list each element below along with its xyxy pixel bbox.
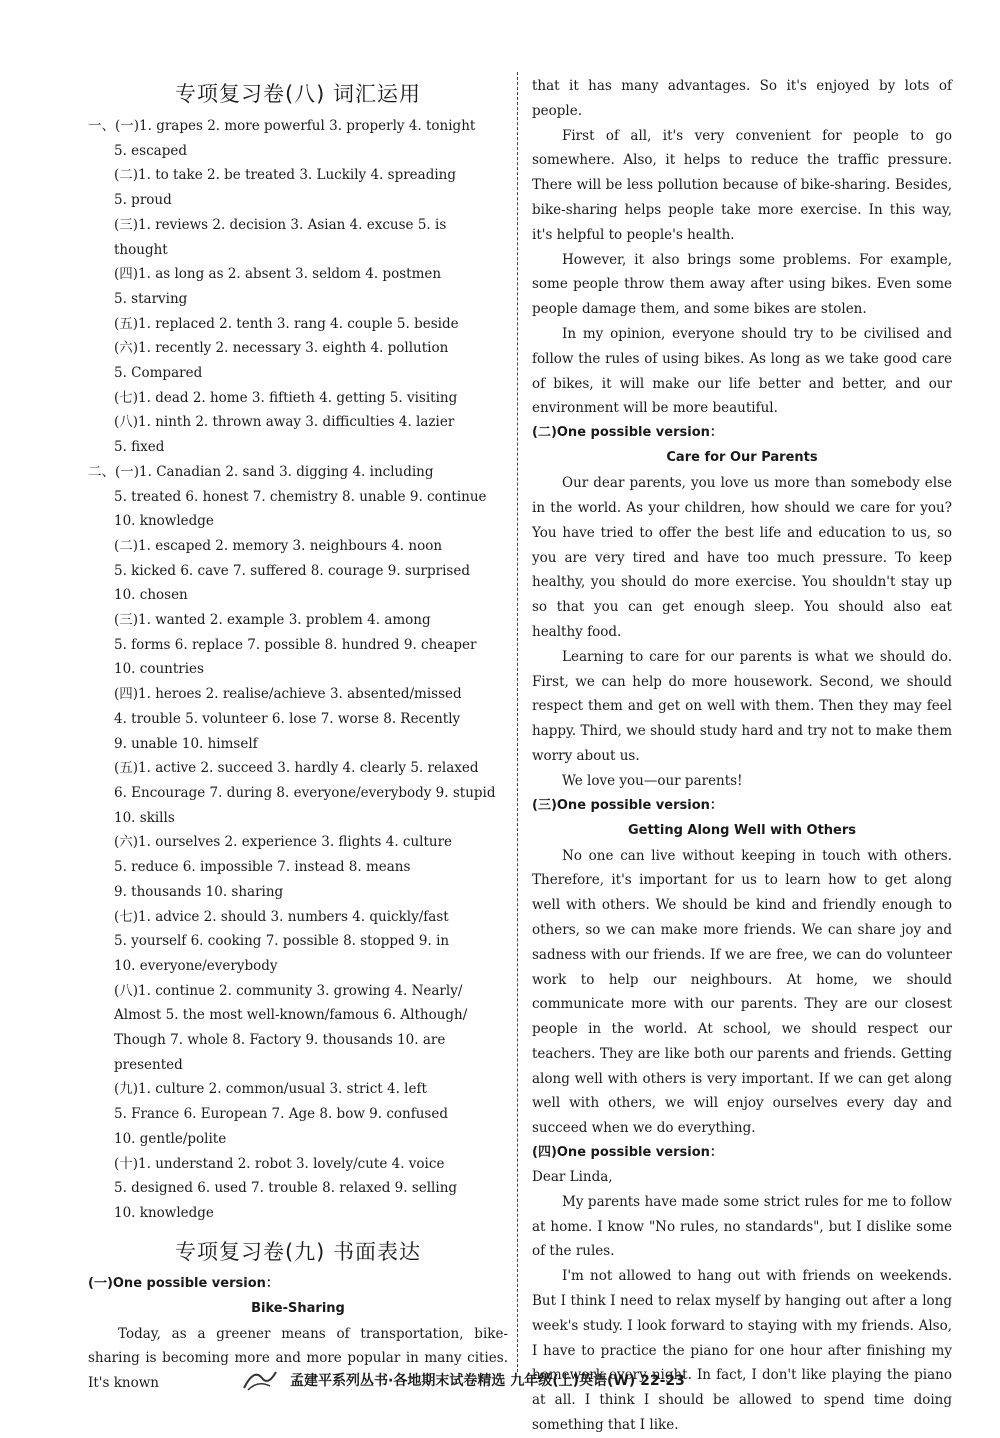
- answer-line: 10. knowledge: [114, 513, 214, 530]
- answer-line: 5. yourself 6. cooking 7. possible 8. stopped 9. in: [114, 933, 450, 950]
- column-divider: [517, 72, 518, 1372]
- letter-paragraph-1: My parents have made some strict rules for me to follow at home. I know "No rules, no standards", but I dislike some of the rules.: [532, 1193, 952, 1260]
- writing-subheading-3: (三)One possible version：: [532, 797, 723, 813]
- answer-line: (七)1. advice 2. should 3. numbers 4. quickly/fast: [114, 908, 449, 925]
- essay-1-paragraph-4: In my opinion, everyone should try to be civilised and follow the rules of using bikes. As long as we take good care of bikes, it will make our life better and better, and our environment will be more beautiful.: [532, 325, 952, 417]
- essay-title-care-for-parents: Care for Our Parents: [666, 450, 818, 466]
- answer-line: 5. kicked 6. cave 7. suffered 8. courage 9. surprised: [114, 562, 470, 579]
- essay-title-bike-sharing: Bike-Sharing: [251, 1300, 345, 1316]
- essay-2-paragraph-2: Learning to care for our parents is what we should do. First, we can help do more housework. Second, we should respect them and get on well with them. Then they may feel happy. Third, we should study hard and try not to make them worry about us.: [532, 648, 952, 764]
- answer-line: 二、(一)1. Canadian 2. sand 3. digging 4. including: [88, 463, 434, 480]
- answer-line: (二)1. to take 2. be treated 3. Luckily 4. spreading: [114, 167, 456, 184]
- answer-line: (七)1. dead 2. home 3. fiftieth 4. getting 5. visiting: [114, 389, 458, 406]
- answer-line: 9. thousands 10. sharing: [114, 883, 284, 900]
- answer-line: 10. skills: [114, 809, 175, 826]
- answer-line: (五)1. active 2. succeed 3. hardly 4. clearly 5. relaxed: [114, 760, 479, 777]
- answer-line: (六)1. recently 2. necessary 3. eighth 4. pollution: [114, 340, 449, 357]
- answer-line: 10. chosen: [114, 587, 188, 604]
- letter-paragraph-2: I'm not allowed to hang out with friends on weekends. But I think I need to relax myself by hanging out after a long week's study. I look forward to staying with my friends. Also, I have to practice the piano for one hour after finishing my homework every night. In fact, I don't like playing the piano at all. I think I should be allowed to spend time doing something that I like.: [532, 1268, 952, 1434]
- right-column: [532, 74, 952, 1438]
- answer-line: (二)1. escaped 2. memory 3. neighbours 4. noon: [114, 537, 443, 554]
- answer-line: 5. forms 6. replace 7. possible 8. hundred 9. cheaper: [114, 636, 477, 653]
- answer-line: (三)1. reviews 2. decision 3. Asian 4. excuse 5. is: [114, 216, 447, 233]
- writing-subheading-4: (四)One possible version：: [532, 1145, 723, 1161]
- answer-line: 5. fixed: [114, 439, 165, 456]
- page-footer: [230, 1370, 830, 1390]
- answer-line: 4. trouble 5. volunteer 6. lose 7. worse 8. Recently: [114, 710, 461, 727]
- answer-line: (四)1. heroes 2. realise/achieve 3. absented/missed: [114, 686, 462, 703]
- left-column: [88, 72, 508, 1396]
- answer-line: thought: [114, 241, 168, 258]
- answer-line: 10. countries: [114, 661, 204, 678]
- answer-line: (八)1. ninth 2. thrown away 3. difficulties 4. lazier: [114, 414, 455, 431]
- section-title-vocabulary: 专项复习卷(八) 词汇运用: [174, 82, 422, 106]
- answer-line: 10. gentle/polite: [114, 1130, 227, 1147]
- answer-line: 5. France 6. European 7. Age 8. bow 9. confused: [114, 1106, 448, 1123]
- answer-line: 5. starving: [114, 290, 188, 307]
- essay-1-paragraph-3: However, it also brings some problems. For example, some people throw them away after using bikes. Even some people damage them, and some bikes are stolen.: [532, 251, 952, 318]
- answer-line: (六)1. ourselves 2. experience 3. flights 4. culture: [114, 834, 453, 851]
- writing-subheading-2: (二)One possible version：: [532, 425, 723, 441]
- answer-line: 5. designed 6. used 7. trouble 8. relaxed 9. selling: [114, 1180, 458, 1197]
- essay-2-paragraph-1: Our dear parents, you love us more than somebody else in the world. As your children, how should we care for you? You have tried to offer the best life and education to us, so you are very tired and have too much pressure. To keep healthy, you should do more exercise. You shouldn't stay up so that you can get enough sleep. You should also eat healthy food.: [532, 475, 952, 640]
- answer-line: 5. treated 6. honest 7. chemistry 8. unable 9. continue: [114, 488, 487, 505]
- answer-line: (八)1. continue 2. community 3. growing 4. Nearly/: [114, 982, 463, 999]
- answer-line: 5. reduce 6. impossible 7. instead 8. means: [114, 859, 411, 876]
- answer-line: (五)1. replaced 2. tenth 3. rang 4. couple 5. beside: [114, 315, 459, 332]
- answer-line: 6. Encourage 7. during 8. everyone/everybody 9. stupid: [114, 784, 496, 801]
- writing-subheading-1: (一)One possible version：: [88, 1275, 279, 1291]
- essay-1-continued: that it has many advantages. So it's enjoyed by lots of people.: [532, 78, 952, 119]
- answer-line: Though 7. whole 8. Factory 9. thousands 10. are presented: [114, 1032, 446, 1073]
- letter-greeting: Dear Linda,: [532, 1169, 613, 1186]
- answer-line: 一、(一)1. grapes 2. more powerful 3. properly 4. tonight: [88, 118, 476, 134]
- answer-line: (三)1. wanted 2. example 3. problem 4. among: [114, 612, 431, 629]
- answer-line: 10. knowledge: [114, 1204, 214, 1221]
- answer-line: (四)1. as long as 2. absent 3. seldom 4. postmen: [114, 266, 442, 283]
- essay-2-paragraph-3: We love you—our parents!: [562, 772, 743, 789]
- answer-line: 9. unable 10. himself: [114, 735, 258, 752]
- section-title-writing: 专项复习卷(九) 书面表达: [174, 1239, 422, 1264]
- footer-text: 孟建平系列丛书·各地期末试卷精选 九年级(上)英语(W) 22-23: [290, 1373, 685, 1389]
- essay-1-paragraph-2: First of all, it's very convenient for people to go somewhere. Also, it helps to reduce the traffic pressure. There will be less pollution because of bike-sharing. Besides, bike-sharing helps people take more exercise. In this way, it's helpful to people's health.: [532, 127, 952, 243]
- answer-line: 5. escaped: [114, 142, 187, 159]
- answer-line: 10. everyone/everybody: [114, 957, 278, 974]
- answer-line: Almost 5. the most well-known/famous 6. Although/: [114, 1007, 468, 1024]
- vocabulary-answers: [88, 114, 508, 1226]
- essay-3-paragraph-1: No one can live without keeping in touch with others. Therefore, it's important for us to learn how to get along well with others. We should be kind and friendly enough to others, so we can make more friends. We can share joy and sadness with our friends. If we are free, we can do volunteer work to help our neighbours. At home, we should communicate more with our parents. They are our closest people in the world. At school, we should respect our teachers. They are like both our parents and friends. Getting along well with others is very important. If we can get along well with others, we will enjoy ourselves every day and succeed when we do everything.: [532, 847, 952, 1137]
- answer-line: (十)1. understand 2. robot 3. lovely/cute 4. voice: [114, 1155, 445, 1172]
- answer-line: 5. Compared: [114, 365, 203, 382]
- essay-title-getting-along: Getting Along Well with Others: [627, 822, 857, 838]
- answer-line: 5. proud: [114, 192, 172, 209]
- answer-line: (九)1. culture 2. common/usual 3. strict 4. left: [114, 1081, 427, 1098]
- essay-1-paragraph-1: Today, as a greener means of transportation, bike-sharing is becoming more and more popular in many cities. It's known: [88, 1325, 508, 1392]
